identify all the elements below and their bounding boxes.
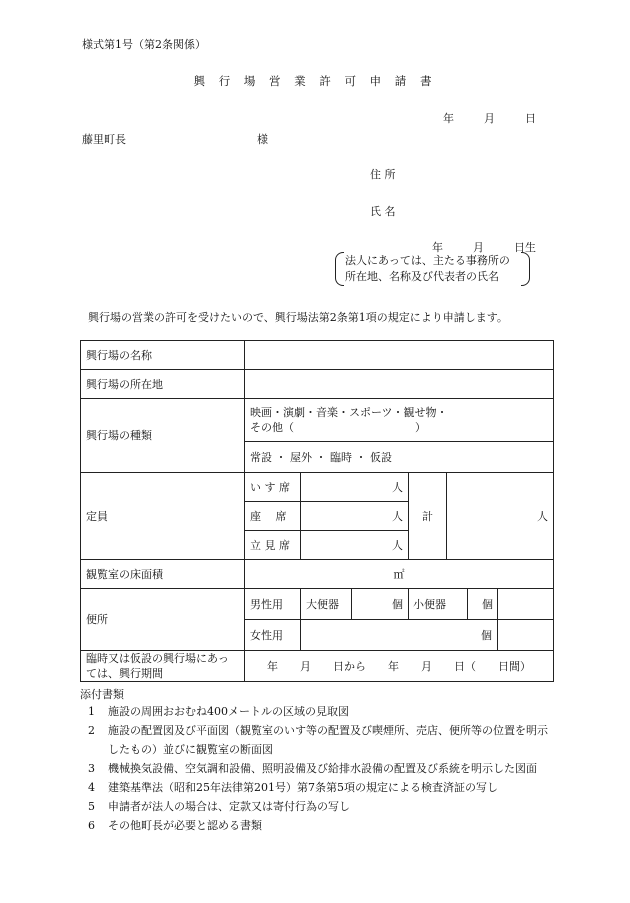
total-label: 計: [409, 473, 447, 560]
addressee-honorific: 様: [257, 133, 268, 146]
birth-year: 年: [432, 241, 443, 254]
toilet-large-field[interactable]: 個: [352, 589, 409, 620]
document-title: 興 行 場 営 業 許 可 申 請 書: [193, 74, 437, 88]
corporate-note-line2: 所在地、名称及び代表者の氏名: [345, 270, 499, 283]
birth-month: 月: [473, 241, 484, 254]
date-day: 日: [525, 112, 536, 125]
venue-type-options-line1: 映画・演劇・音楽・スポーツ・観せ物・: [250, 406, 448, 419]
addressee-name: 藤里町長: [82, 133, 126, 146]
venue-location-field[interactable]: [245, 370, 554, 399]
floor-area-label: 観覧室の床面積: [81, 560, 245, 589]
period-label: [81, 651, 245, 682]
seat-standing-label: 立 見 席: [245, 531, 301, 560]
corporate-note: [335, 252, 530, 286]
date-month: 月: [484, 112, 495, 125]
corporate-note-line1: 法人にあっては、主たる事務所の: [345, 254, 510, 267]
toilet-blank: [498, 589, 554, 620]
left-bracket: [335, 252, 344, 286]
capacity-label: 定員: [81, 473, 245, 560]
venue-type-options-line2: その他（ ）: [250, 421, 426, 434]
toilet-female-label: 女性用: [245, 620, 301, 651]
toilet-female-blank: [498, 620, 554, 651]
seat-zaseki-label: 座 席: [245, 502, 301, 531]
attachment-item: 5 申請者が法人の場合は、定款又は寄付行為の写し: [88, 800, 350, 813]
attachment-item: 3 機械換気設備、空気調和設備、照明設備及び給排水設備の配置及び系統を明示した図面: [88, 762, 537, 775]
toilet-female-field[interactable]: 個: [301, 620, 498, 651]
application-statement: 興行場の営業の許可を受けたいので、興行場法第2条第1項の規定により申請します。: [88, 311, 508, 324]
toilet-small-field[interactable]: 個: [482, 597, 493, 611]
attachment-item: 6 その他町長が必要と認める書類: [88, 819, 262, 832]
toilet-small-cell: [409, 589, 498, 620]
venue-name-label: 興行場の名称: [81, 341, 245, 370]
seat-standing-field[interactable]: 人: [301, 531, 409, 560]
applicant-name-label: 氏 名: [370, 205, 396, 218]
application-table: [80, 340, 554, 682]
attachment-item: 2 施設の配置図及び平面図（観覧室のいす等の配置及び喫煙所、売店、便所等の位置を明示したもの）並びに観覧室の断面図: [88, 724, 548, 756]
attachment-item: 4 建築基準法（昭和25年法律第201号）第7条第5項の規定による検査済証の写し: [88, 781, 498, 794]
period-label-line2: ては、興行期間: [86, 667, 163, 680]
attachment-item: 1 施設の周囲おおむね400メートルの区域の見取図: [88, 705, 349, 718]
total-field[interactable]: 人: [447, 473, 554, 560]
toilet-large-label: 大便器: [301, 589, 352, 620]
venue-location-label: 興行場の所在地: [81, 370, 245, 399]
seat-zaseki-field[interactable]: 人: [301, 502, 409, 531]
attachments-list: [88, 702, 553, 835]
period-field[interactable]: 年 月 日から 年 月 日（ 日間）: [245, 651, 554, 682]
toilet-small-label: 小便器: [409, 589, 468, 619]
period-label-line1: 臨時又は仮設の興行場にあっ: [86, 652, 229, 665]
venue-type-options[interactable]: [245, 399, 554, 442]
attachments-heading: 添付書類: [80, 688, 124, 701]
date-year: 年: [443, 112, 454, 125]
application-date: [443, 110, 536, 126]
addressee: [82, 131, 268, 147]
floor-area-field[interactable]: [245, 560, 554, 589]
right-bracket: [521, 252, 530, 286]
venue-type-label: 興行場の種類: [81, 399, 245, 473]
birth-day: 日生: [514, 241, 536, 254]
seat-chair-field[interactable]: 人: [301, 473, 409, 502]
applicant-address-label: 住 所: [370, 168, 396, 181]
venue-type-modes[interactable]: 常設 ・ 屋外 ・ 臨時 ・ 仮設: [245, 442, 554, 473]
venue-name-field[interactable]: [245, 341, 554, 370]
form-number: 様式第1号（第2条関係）: [82, 38, 206, 51]
toilet-label: 便所: [81, 589, 245, 651]
floor-area-unit: ㎡: [393, 567, 405, 581]
seat-chair-label: い す 席: [245, 473, 301, 502]
toilet-male-label: 男性用: [245, 589, 301, 620]
